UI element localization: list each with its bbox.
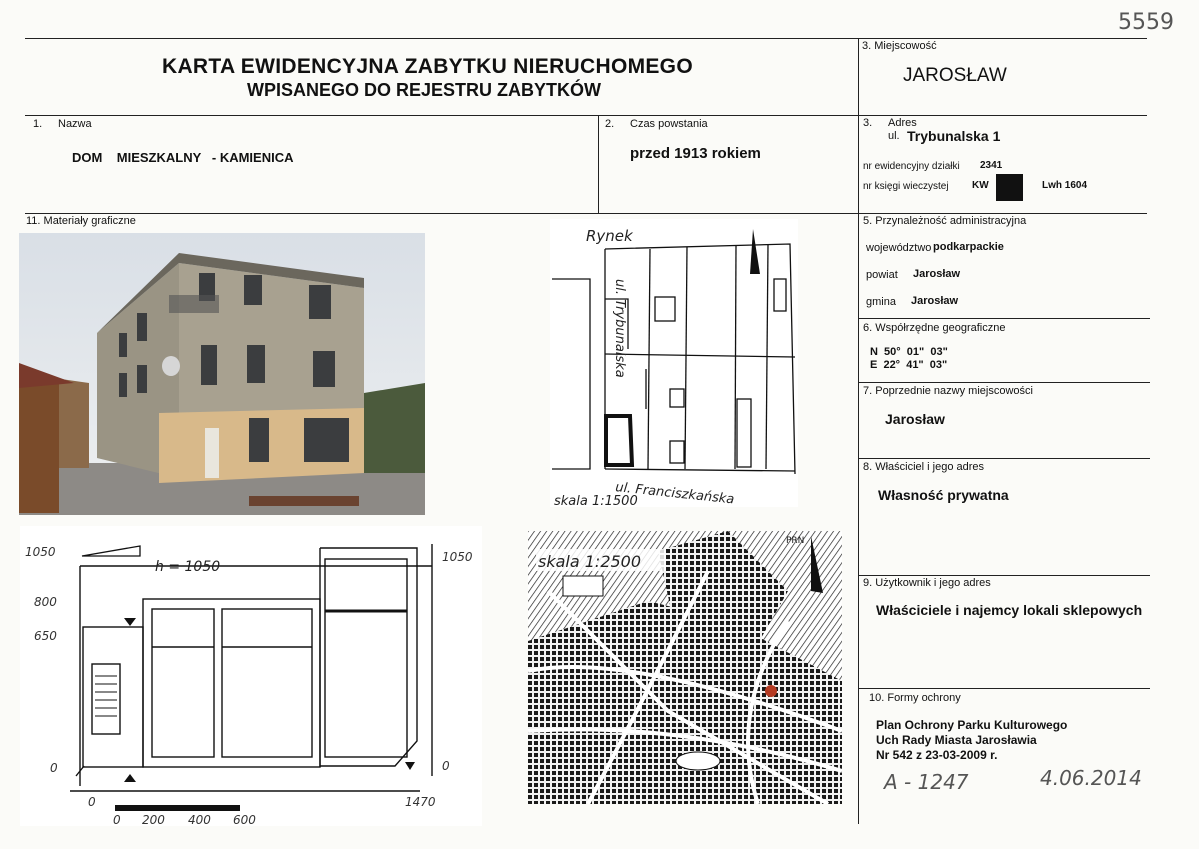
- coords-east: E 22° 41" 03": [870, 359, 948, 371]
- county-label: powiat: [866, 269, 898, 281]
- plan-dim-right-bottom: 0: [442, 759, 450, 773]
- site-plan: [550, 219, 798, 507]
- protection-line1: Plan Ochrony Parku Kulturowego: [876, 718, 1068, 732]
- handwritten-ref: A - 1247: [884, 770, 969, 794]
- county-value: Jarosław: [913, 268, 961, 280]
- address-street-prefix: ul.: [888, 130, 900, 142]
- graphics-label: 11. Materiały graficzne: [26, 215, 136, 227]
- protection-line3: Nr 542 z 23-03-2009 r.: [876, 748, 998, 762]
- prev-names-label: 7. Poprzednie nazwy miejscowości: [863, 385, 1033, 397]
- name-num: 1.: [33, 118, 43, 130]
- commune-value: Jarosław: [911, 295, 959, 307]
- plan-dim-bottom-left: 0: [88, 795, 96, 809]
- handwritten-date: 4.06.2014: [1040, 766, 1142, 790]
- rule-right-col: [858, 38, 859, 824]
- rule-owner: [858, 575, 1150, 576]
- plan-height: h = 1050: [155, 559, 221, 575]
- parcel-value: 2341: [980, 160, 1003, 171]
- voivodeship-label: województwo: [866, 242, 932, 254]
- commune-label: gmina: [866, 296, 896, 308]
- address-num: 3.: [863, 117, 873, 129]
- address-label: Adres: [888, 117, 917, 129]
- plan-dim-800: 800: [34, 595, 57, 609]
- redacted-box: [996, 174, 1023, 201]
- locality-label: 3. Miejscowość: [862, 40, 937, 52]
- plan-dim-right-top: 1050: [442, 550, 473, 564]
- map-north: PRN: [786, 536, 805, 546]
- rule-user: [858, 688, 1150, 689]
- coords-label: 6. Współrzędne geograficzne: [863, 322, 1006, 334]
- prev-names-value: Jarosław: [885, 411, 945, 427]
- protection-label: 10. Formy ochrony: [869, 692, 961, 704]
- rule-top: [25, 38, 1147, 39]
- building-photo: [19, 233, 425, 515]
- map-scale: skala 1:2500: [538, 552, 642, 571]
- rule-coords: [858, 382, 1150, 383]
- plan-dim-1050: 1050: [25, 545, 56, 559]
- rule-prev: [858, 458, 1150, 459]
- voivodeship-value: podkarpackie: [933, 241, 1004, 253]
- site-street-franciszkanska: ul. Franciszkańska: [614, 480, 736, 507]
- admin-label: 5. Przynależność administracyjna: [863, 215, 1027, 227]
- rule-admin: [858, 318, 1150, 319]
- period-label: Czas powstania: [630, 118, 708, 130]
- floor-plan: [20, 526, 482, 826]
- site-street-rynek: Rynek: [586, 227, 633, 245]
- parcel-label: nr ewidencyjny działki: [863, 161, 960, 172]
- site-scale: skala 1:1500: [554, 494, 638, 507]
- user-label: 9. Użytkownik i jego adres: [863, 577, 991, 589]
- site-street-trybunalska: ul. Trybunalska: [612, 279, 627, 378]
- plan-dim-0-left: 0: [50, 761, 58, 775]
- land-reg-kw: KW: [972, 180, 989, 191]
- owner-label: 8. Właściciel i jego adres: [863, 461, 985, 473]
- owner-value: Własność prywatna: [878, 487, 1009, 503]
- address-street: Trybunalska 1: [907, 128, 1001, 144]
- name-value: DOM MIESZKALNY - KAMIENICA: [72, 150, 294, 165]
- protection-line2: Uch Rady Miasta Jarosławia: [876, 733, 1037, 747]
- land-reg-label: nr księgi wieczystej: [863, 181, 949, 192]
- plan-dim-bottom-right: 1470: [405, 795, 436, 809]
- catalog-number: 5559: [1118, 10, 1174, 35]
- locality-value: JAROSŁAW: [903, 65, 1007, 86]
- page-title: KARTA EWIDENCYJNA ZABYTKU NIERUCHOMEGO: [162, 55, 693, 78]
- city-map: [528, 531, 842, 804]
- rule-row1: [25, 213, 1147, 214]
- scale-tick-200: 200: [142, 813, 165, 826]
- page-subtitle: WPISANEGO DO REJESTRU ZABYTKÓW: [247, 80, 602, 100]
- period-num: 2.: [605, 118, 615, 130]
- period-value: przed 1913 rokiem: [630, 145, 761, 162]
- land-reg-lwh: Lwh 1604: [1042, 180, 1088, 191]
- scale-tick-600: 600: [233, 813, 256, 826]
- name-label: Nazwa: [58, 118, 92, 130]
- rule-header: [25, 115, 1147, 116]
- rule-mid-col: [598, 115, 599, 213]
- scale-tick-400: 400: [188, 813, 211, 826]
- plan-dim-650: 650: [34, 629, 57, 643]
- user-value: Właściciele i najemcy lokali sklepowych: [876, 602, 1143, 618]
- scale-tick-0: 0: [113, 813, 121, 826]
- coords-north: N 50° 01" 03": [870, 346, 948, 358]
